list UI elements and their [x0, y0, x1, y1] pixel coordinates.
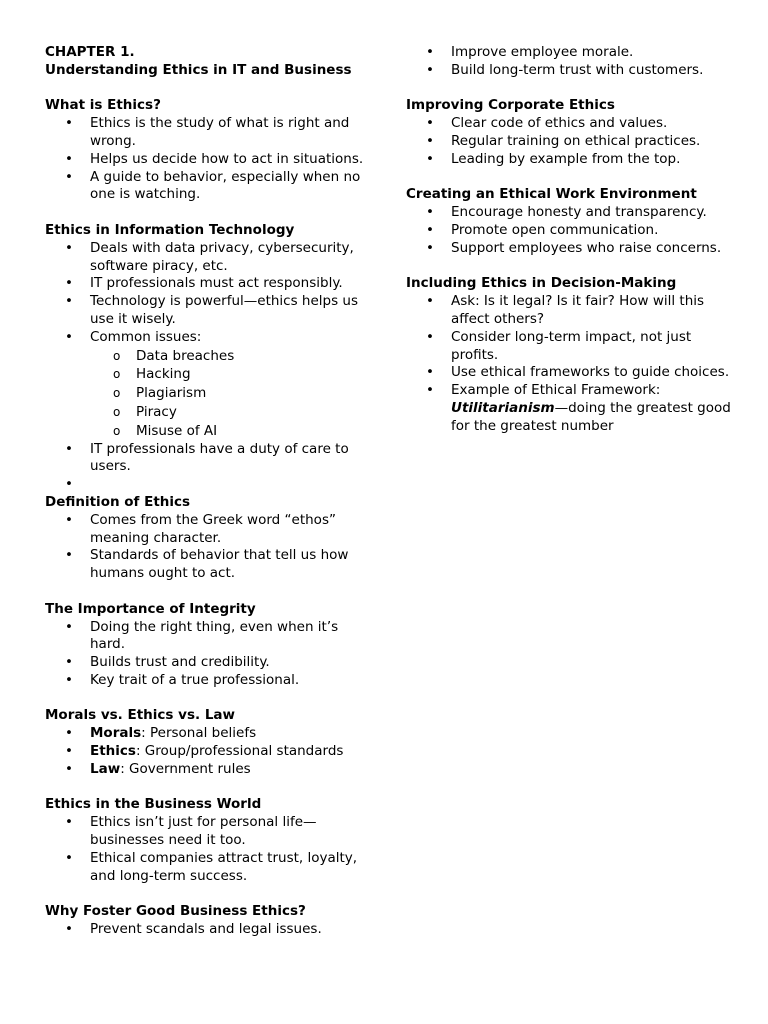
sub-list-item: o Misuse of AI: [45, 423, 375, 441]
section-heading: Including Ethics in Decision-Making: [406, 275, 677, 292]
list-item: • Comes from the Greek word “ethos” meaning character.: [45, 512, 375, 548]
list-item: • Support employees who raise concerns.: [406, 240, 736, 258]
sub-bullet-list: [45, 348, 375, 441]
list-item: • Build long-term trust with customers.: [406, 62, 736, 80]
bullet-list: [406, 44, 736, 80]
list-item: • Improve employee morale.: [406, 44, 736, 62]
list-item: • IT professionals have a duty of care to users.: [45, 441, 375, 477]
bullet-list: [45, 240, 375, 347]
list-item: • Ethics is the study of what is right and wrong.: [45, 115, 375, 151]
bullet-list: [45, 921, 375, 939]
chapter-number: CHAPTER 1.: [45, 44, 135, 60]
list-item: • Helps us decide how to act in situations.: [45, 151, 375, 169]
list-item: • Common issues:: [45, 329, 375, 347]
list-item: • Use ethical frameworks to guide choices.: [406, 364, 736, 382]
list-item: • Clear code of ethics and values.: [406, 115, 736, 133]
term-label: Morals: [90, 725, 142, 742]
list-item: [45, 743, 375, 761]
bullet-list: [45, 814, 375, 885]
list-item: • Standards of behavior that tell us how humans ought to act.: [45, 547, 375, 583]
term-label: Law: [90, 760, 121, 777]
section-heading: The Importance of Integrity: [45, 600, 256, 617]
framework-name: Utilitarianism: [451, 399, 555, 416]
section-heading: Improving Corporate Ethics: [406, 97, 615, 114]
list-item: • Doing the right thing, even when it’s hard.: [45, 619, 375, 655]
bullet-list: [406, 115, 736, 168]
sub-list-item: o Plagiarism: [45, 385, 375, 403]
bullet-list: [45, 619, 375, 690]
chapter-title: Understanding Ethics in IT and Business: [45, 61, 352, 78]
term-text: : Government rules: [120, 760, 251, 777]
sub-list-item: o Hacking: [45, 366, 375, 384]
list-item: • Regular training on ethical practices.: [406, 133, 736, 151]
section-heading: Why Foster Good Business Ethics?: [45, 903, 306, 920]
term-text: : Group/professional standards: [135, 743, 344, 760]
bullet-list: [406, 204, 736, 257]
list-item: • A guide to behavior, especially when no one is watching.: [45, 169, 375, 205]
section-heading: Creating an Ethical Work Environment: [406, 186, 697, 203]
section-heading: Definition of Ethics: [45, 493, 191, 510]
list-item: [45, 761, 375, 779]
list-item: • IT professionals must act responsibly.: [45, 275, 375, 293]
list-item: • Technology is powerful—ethics helps us use it wisely.: [45, 293, 375, 329]
list-item: • Promote open communication.: [406, 222, 736, 240]
list-item: • Consider long-term impact, not just profits.: [406, 329, 736, 365]
bullet-list: [45, 441, 375, 494]
list-item: • Ask: Is it legal? Is it fair? How will this affect others?: [406, 293, 736, 329]
list-item: • Deals with data privacy, cybersecurity, software piracy, etc.: [45, 240, 375, 276]
section-heading: What is Ethics?: [45, 97, 161, 114]
framework-intro: Example of Ethical Framework:: [451, 382, 661, 399]
section-heading: Morals vs. Ethics vs. Law: [45, 707, 236, 724]
list-item: • Encourage honesty and transparency.: [406, 204, 736, 222]
term-label: Ethics: [90, 743, 136, 760]
list-item: [406, 382, 736, 435]
list-item: • Builds trust and credibility.: [45, 654, 375, 672]
term-text: : Personal beliefs: [141, 725, 257, 742]
list-item: • Prevent scandals and legal issues.: [45, 921, 375, 939]
list-item: • Ethical companies attract trust, loyalty, and long-term success.: [45, 850, 375, 886]
bullet-list: [406, 293, 736, 435]
empty-list-item: [45, 476, 375, 494]
section-heading: Ethics in Information Technology: [45, 221, 295, 238]
sub-list-item: o Piracy: [45, 404, 375, 422]
sub-list-item: o Data breaches: [45, 348, 375, 366]
list-item: • Leading by example from the top.: [406, 151, 736, 169]
bullet-list: [45, 725, 375, 778]
bullet-list: [45, 512, 375, 583]
list-item: [45, 725, 375, 743]
list-item: • Key trait of a true professional.: [45, 672, 375, 690]
framework-text: —doing the greatest good for the greatest number: [451, 399, 731, 434]
left-column: [45, 44, 375, 939]
bullet-list: [45, 115, 375, 204]
list-item: • Ethics isn’t just for personal life—businesses need it too.: [45, 814, 375, 850]
right-column: [406, 44, 736, 436]
section-heading: Ethics in the Business World: [45, 796, 262, 813]
